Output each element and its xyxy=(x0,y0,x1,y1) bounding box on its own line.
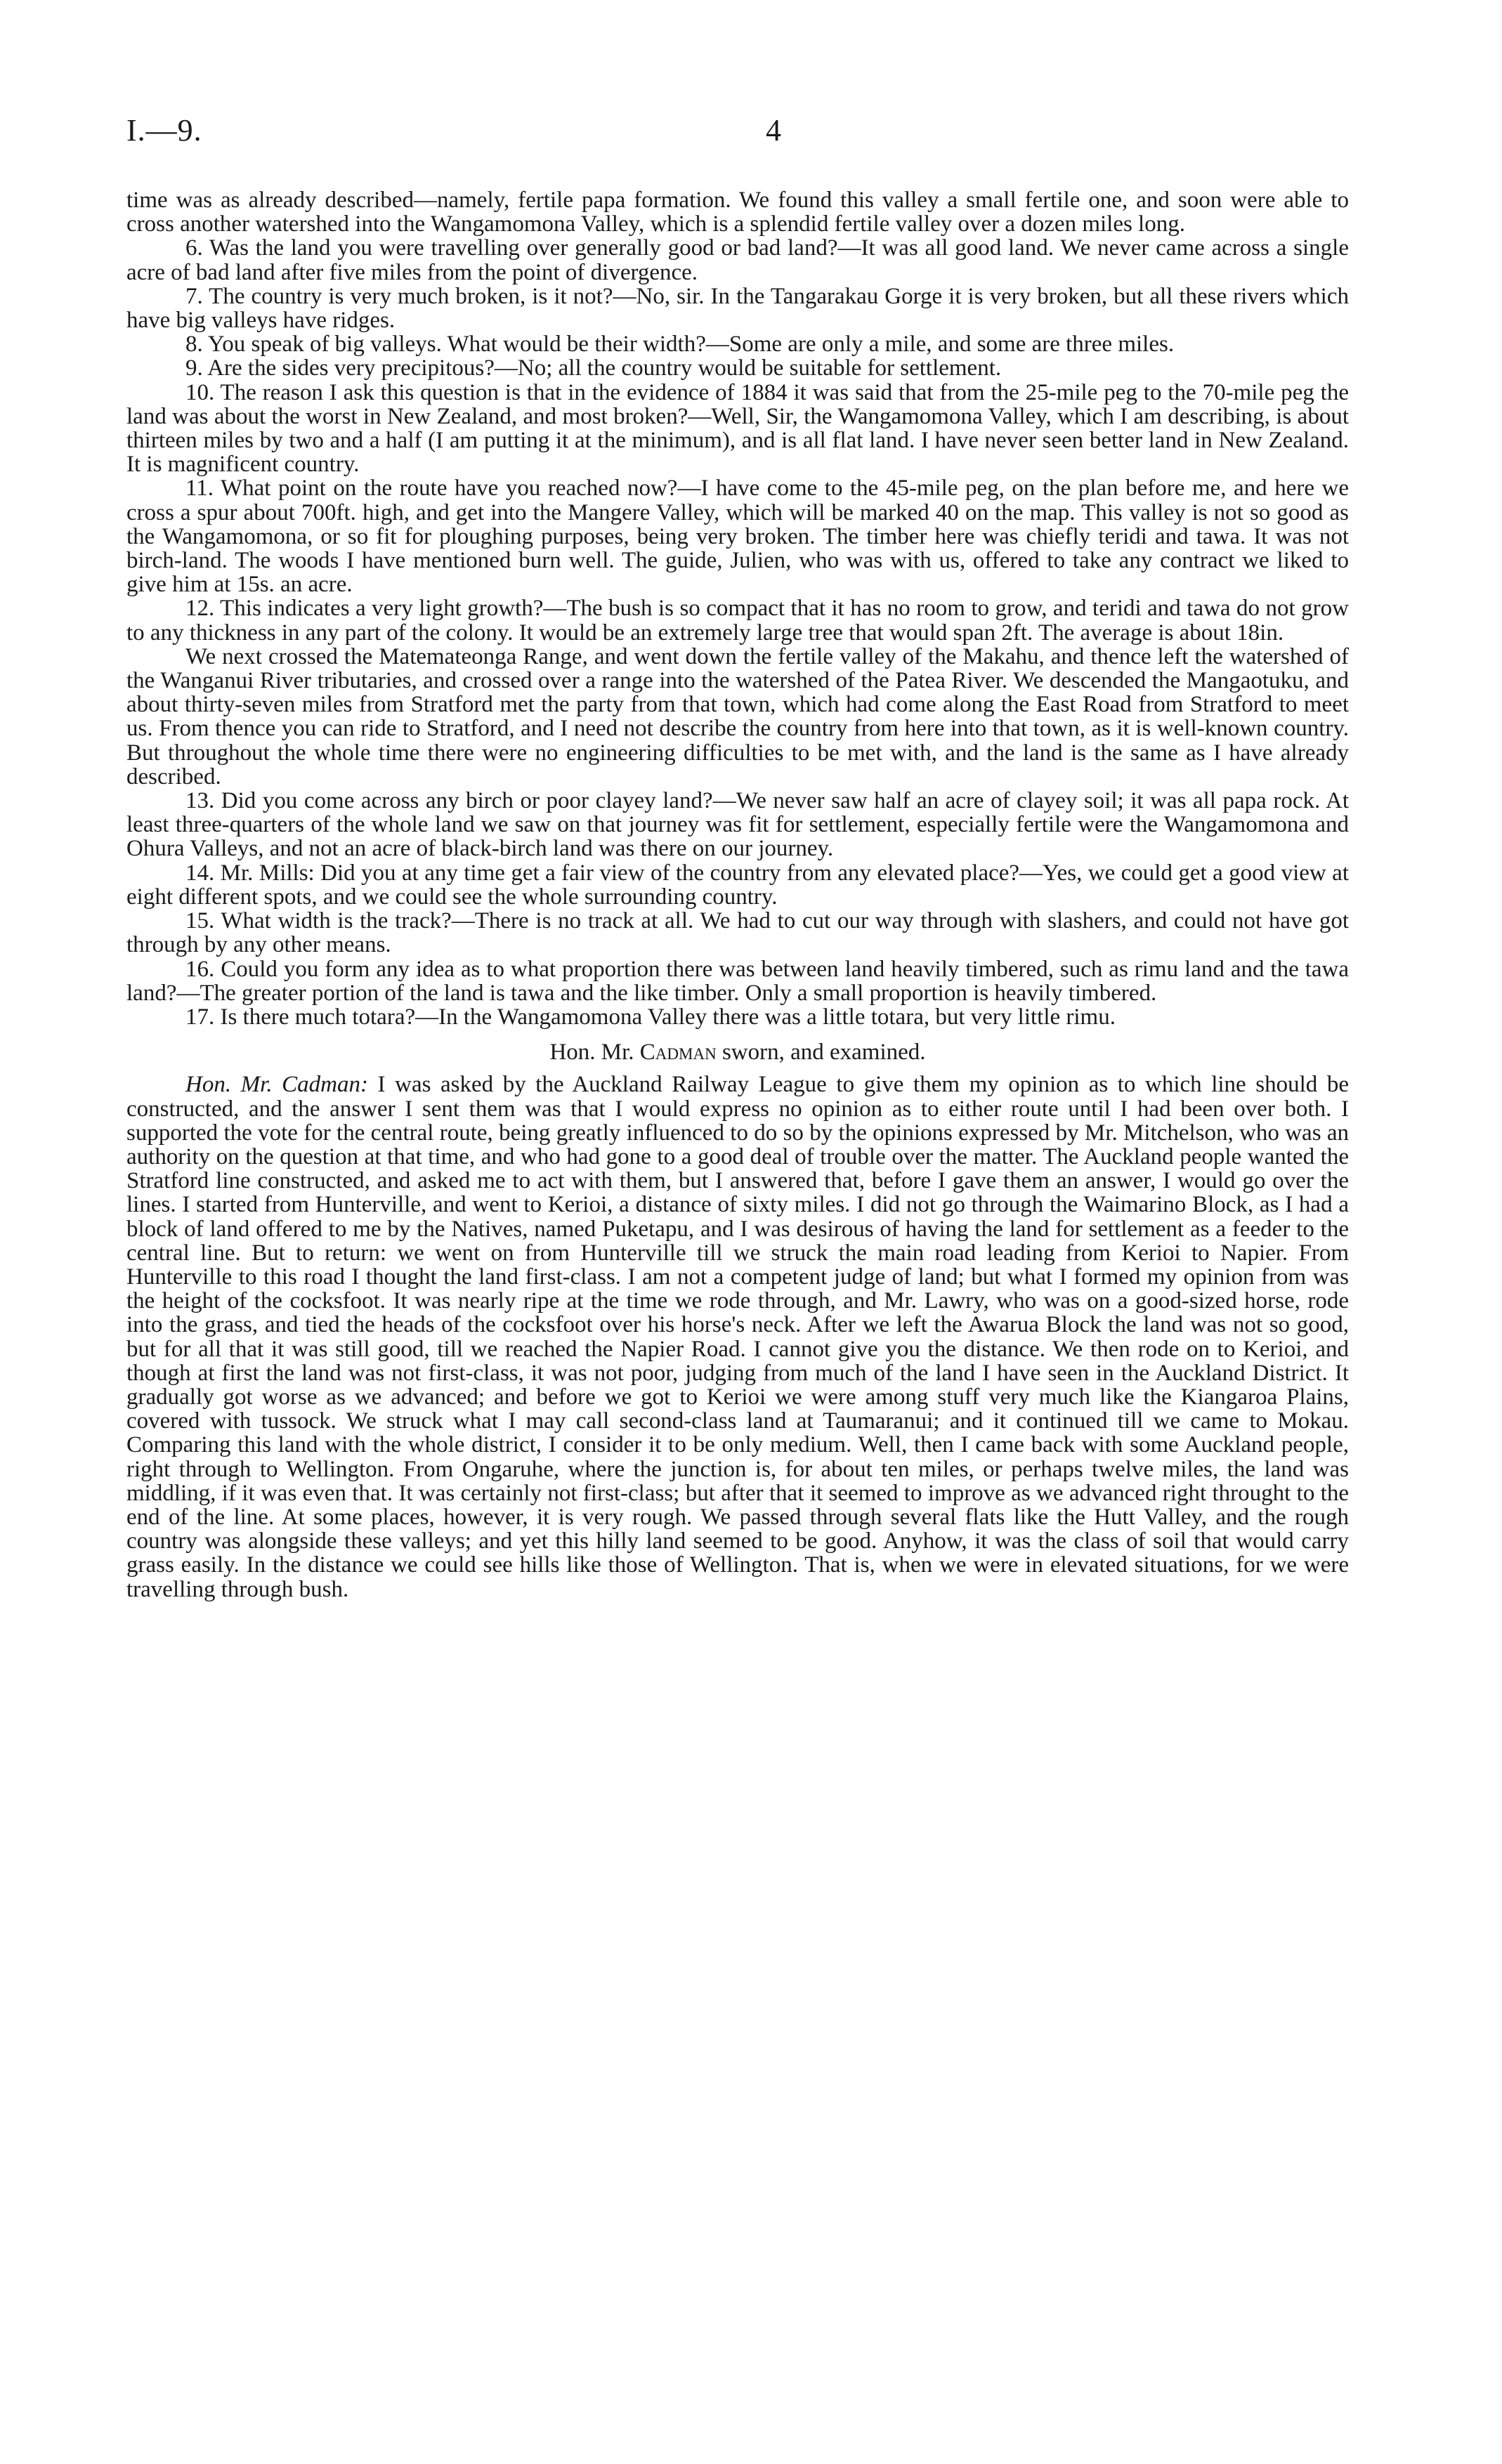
paragraph-q14: 14. Mr. Mills: Did you at any time get a fair view of the country from any elevated place?—Yes, we could get a good view at eight different spots, and we could see the whole surrounding country. xyxy=(126,860,1349,910)
paragraph-q9: 9. Are the sides very precipitous?—No; all the country would be suitable for settlement. xyxy=(185,355,1002,381)
paragraph-q15: 15. What width is the track?—There is no track at all. We had to cut our way through with slashers, and could not have got through by any other means. xyxy=(126,908,1349,958)
page-number: 4 xyxy=(766,113,781,148)
paragraph-q12: 12. This indicates a very light growth?—The bush is so compact that it has no room to grow, and teridi and tawa do not grow to any thickness in any part of the colony. It would be an extremely large tree that would span 2ft. The average is about 18in. xyxy=(126,596,1349,646)
document-reference: I.—9. xyxy=(126,113,202,148)
speaker-name: Hon. Mr. Cadman: xyxy=(185,1072,368,1098)
testimony-paragraph xyxy=(126,1073,1349,1601)
paragraph-q7: 7. The country is very much broken, is it not?—No, sir. In the Tangarakau Gorge it is very broken, but all these rivers which have big valleys have ridges. xyxy=(126,283,1349,334)
heading-suffix: sworn, and examined. xyxy=(716,1040,926,1066)
body-text xyxy=(126,188,1349,1601)
paragraph-continuation: time was as already described—namely, fertile papa formation. We found this valley a small fertile one, and soon were able to cross another watershed into the Wangamomona Valley, which is a splendid fertile valley over a dozen miles long. xyxy=(126,188,1349,237)
page-header xyxy=(126,112,1349,155)
heading-prefix: Hon. Mr. xyxy=(549,1040,640,1066)
paragraph-q16: 16. Could you form any idea as to what proportion there was between land heavily timbered, such as rimu land and the tawa land?—The greater portion of the land is tawa and the like timber. Only a small proportion is heavily timbered. xyxy=(126,956,1349,1006)
paragraph-q8: 8. You speak of big valleys. What would be their width?—Some are only a mile, and some are three miles. xyxy=(185,332,1175,358)
paragraph-q17: 17. Is there much totara?—In the Wangamomona Valley there was a little totara, but very little rimu. xyxy=(185,1004,1116,1030)
paragraph-q13: 13. Did you come across any birch or poor clayey land?—We never saw half an acre of clayey soil; it was all papa rock. At least three-quarters of the whole land we saw on that journey was fit for settlement, especially fertile were the Wangamomona and Ohura Valleys, and not an acre of black-birch land was there on our journey. xyxy=(126,788,1349,862)
paragraph-narrative: We next crossed the Matemateonga Range, and went down the fertile valley of the Makahu, and thence left the watershed of the Wanganui River tributaries, and crossed over a range into the watershed of the Patea River. We descended the Mangaotuku, and about thirty-seven miles from Stratford met the party from that town, which had come along the East Road from Stratford to meet us. From thence you can ride to Stratford, and I need not describe the country from here into that town, as it is well-known country. But throughout the whole time there were no engineering difficulties to be met with, and the land is the same as I have already described. xyxy=(126,643,1349,789)
paragraph-q11: 11. What point on the route have you reached now?—I have come to the 45-mile peg, on the plan before me, and here we cross a spur about 700ft. high, and get into the Mangere Valley, which will be marked 40 on the map. This valley is not so good as the Wangamomona, or so fit for ploughing purposes, being very broken. The timber here was chiefly teridi and tawa. It was not birch-land. The woods I have mentioned burn well. The guide, Julien, who was with us, offered to take any contract we liked to give him at 15s. an acre. xyxy=(126,476,1349,598)
heading-name: Cadman xyxy=(639,1040,717,1066)
paragraph-q6: 6. Was the land you were travelling over generally good or bad land?—It was all good land. We never came across a single acre of bad land after five miles from the point of divergence. xyxy=(126,235,1349,285)
section-heading xyxy=(126,1040,1349,1064)
paragraph-q10: 10. The reason I ask this question is that in the evidence of 1884 it was said that from the 25-mile peg to the 70-mile peg the land was about the worst in New Zealand, and most broken?—Well, Sir, the Wangamomona Valley, which I am describing, is about thirteen miles by two and a half (I am putting it at the minimum), and is all flat land. I have never seen better land in New Zealand. It is magnificent country. xyxy=(126,379,1349,478)
testimony-text: I was asked by the Auckland Railway League to give them my opinion as to which line should be constructed, and the answer I sent them was that I would express no opinion as to either route until I had been over both. I supported the vote for the central route, being greatly influenced to do so by the opinions expressed by Mr. Mitchelson, who was an authority on the question at that time, and who had gone to a good deal of trouble over the matter. The Auckland people wanted the Stratford line constructed, and asked me to act with them, but I answered that, before I gave them an answer, I would go over the lines. I started from Hunterville, and went to Kerioi, a distance of sixty miles. I did not go through the Waimarino Block, as I had a block of land offered to me by the Natives, named Puketapu, and I was desirous of having the land for settlement as a feeder to the central line. But to return: we went on from Hunterville till we struck the main road leading from Kerioi to Napier. From Hunterville to this road I thought the land first-class. I am not a competent judge of land; but what I formed my opinion from was the height of the cocksfoot. It was nearly ripe at the time we rode through, and Mr. Lawry, who was on a good-sized horse, rode into the grass, and tied the heads of the cocksfoot over his horse's neck. After we left the Awarua Block the land was not so good, but for all that it was still good, till we reached the Napier Road. I cannot give you the distance. We then rode on to Kerioi, and though at first the land was not first-class, it was not poor, judging from much of the land I have seen in the Auckland District. It gradually got worse as we advanced; and before we got to Kerioi we were among stuff very much like the Kiangaroa Plains, covered with tussock. We struck what I may call second-class land at Taumaranui; and it continued till we came to Mokau. Comparing this land with the whole district, I consider it to be only medium. Well, then I came back with some Auckland people, right through to Wellington. From Ongaruhe, where the junction is, for about ten miles, or perhaps twelve miles, the land was middling, if it was even that. It was certainly not first-class; but after that it seemed to improve as we advanced right throught to the end of the line. At some places, however, it is very rough. We passed through several flats like the Hutt Valley, and the rough country was alongside these valleys; and yet this hilly land seemed to be good. Anyhow, it was the class of soil that would carry grass easily. In the distance we could see hills like those of Wellington. That is, when we were in elevated situations, for we were travelling through bush. xyxy=(126,1072,1349,1602)
